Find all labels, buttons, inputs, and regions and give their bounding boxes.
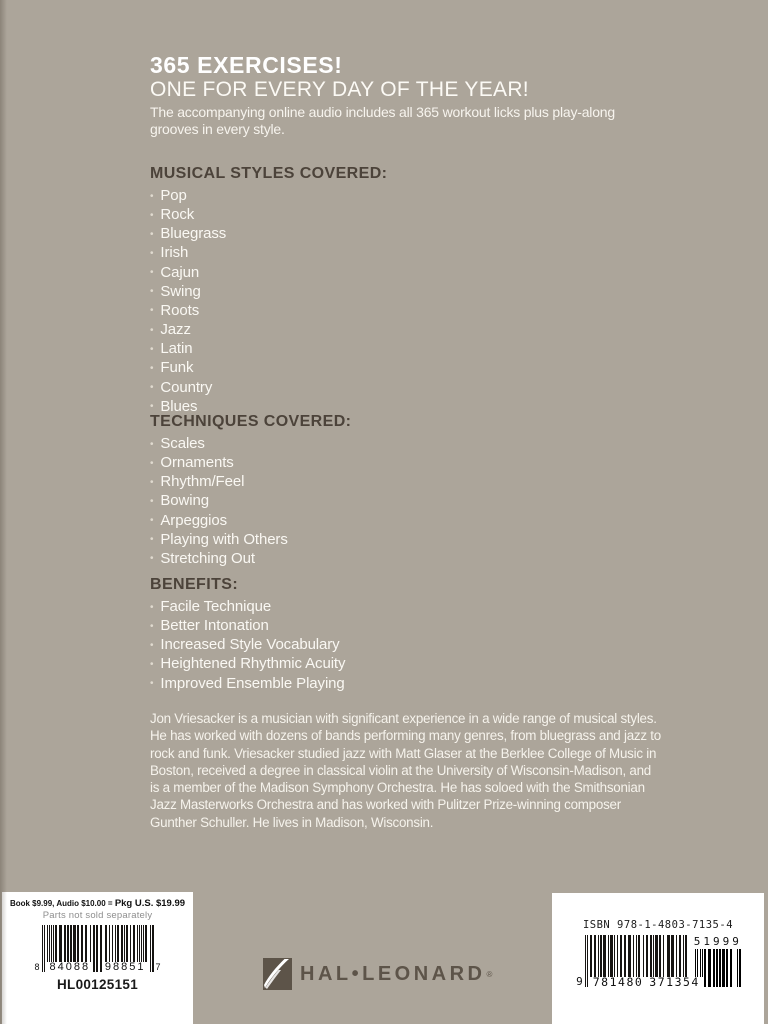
list-item: • Jazz bbox=[150, 321, 387, 340]
upc-lead-digit: 8 bbox=[34, 962, 40, 972]
list-item: • Roots bbox=[150, 302, 387, 321]
parts-note: Parts not sold separately bbox=[42, 910, 153, 921]
list-item: • Playing with Others bbox=[150, 531, 351, 550]
price-breakdown: Book $9.99, Audio $10.00 = bbox=[9, 899, 113, 908]
upc-barcode bbox=[2, 925, 193, 972]
section-heading: BENEFITS: bbox=[150, 576, 239, 593]
upc-digit-group: 98851 bbox=[102, 962, 149, 973]
upc-digit-group: 84088 bbox=[47, 962, 94, 973]
list-item: • Bowing bbox=[150, 492, 351, 511]
isbn-text: ISBN 978-1-4803-7135-4 bbox=[582, 919, 734, 931]
hal-leonard-logo-icon bbox=[263, 958, 292, 990]
list-item: • Improved Ensemble Playing bbox=[150, 675, 345, 694]
price-text bbox=[2, 898, 193, 909]
ean-barcode bbox=[574, 935, 700, 989]
benefits-list bbox=[150, 598, 345, 694]
catalog-number: HL00125151 bbox=[56, 977, 139, 992]
price-code: 51999 bbox=[693, 935, 742, 948]
ean-bars bbox=[585, 935, 700, 989]
ean-digit-group: 781480 bbox=[590, 977, 647, 988]
musical-styles-list bbox=[150, 187, 387, 417]
ean-lead-digit: 9 bbox=[576, 975, 583, 988]
list-item: • Facile Technique bbox=[150, 598, 345, 617]
registered-mark: ® bbox=[486, 969, 493, 979]
list-item: • Ornaments bbox=[150, 454, 351, 473]
list-item: • Better Intonation bbox=[150, 617, 345, 636]
publisher-name: HAL•LEONARD bbox=[300, 963, 486, 985]
section-benefits bbox=[150, 575, 345, 694]
section-musical-styles bbox=[150, 164, 387, 417]
ean-digit-group: 371354 bbox=[646, 977, 703, 988]
page-subtitle: ONE FOR EVERY DAY OF THE YEAR! bbox=[150, 78, 529, 101]
list-item: • Swing bbox=[150, 283, 387, 302]
list-item: • Heightened Rhythmic Acuity bbox=[150, 655, 345, 674]
list-item: • Funk bbox=[150, 359, 387, 378]
list-item: • Rock bbox=[150, 206, 387, 225]
list-item: • Bluegrass bbox=[150, 225, 387, 244]
list-item: • Increased Style Vocabulary bbox=[150, 636, 345, 655]
list-item: • Rhythm/Feel bbox=[150, 473, 351, 492]
isbn-barcode-panel bbox=[552, 893, 764, 1024]
upc-bars bbox=[42, 925, 154, 972]
package-price: Pkg U.S. $19.99 bbox=[114, 898, 186, 909]
list-item: • Blues bbox=[150, 398, 387, 417]
page-title: 365 EXERCISES! bbox=[150, 52, 343, 78]
list-item: • Arpeggios bbox=[150, 512, 351, 531]
intro-text: The accompanying online audio includes all 365 workout licks plus play-along grooves in every style. bbox=[150, 104, 615, 138]
hal-leonard-logo bbox=[263, 956, 492, 992]
list-item: • Stretching Out bbox=[150, 550, 351, 569]
list-item: • Pop bbox=[150, 187, 387, 206]
list-item: • Latin bbox=[150, 340, 387, 359]
list-item: • Irish bbox=[150, 244, 387, 263]
section-techniques bbox=[150, 412, 351, 569]
price-barcode-panel bbox=[2, 892, 193, 1024]
section-heading: MUSICAL STYLES COVERED: bbox=[150, 165, 388, 182]
list-item: • Country bbox=[150, 379, 387, 398]
upc-trail-digit: 7 bbox=[155, 962, 161, 972]
techniques-list bbox=[150, 435, 351, 569]
list-item: • Cajun bbox=[150, 264, 387, 283]
section-heading: TECHNIQUES COVERED: bbox=[150, 413, 352, 430]
author-bio: Jon Vriesacker is a musician with significant experience in a wide range of musical styles. He has worked with dozens of bands performing many genres, from bluegrass and jazz to rock and funk. Vriesacker studied jazz with Matt Glaser at the Berklee College of Music in Boston, received a degree in classical violin at the University of Wisconsin-Madison, and is a member of the Madison Symphony Orchestra. He has soloed with the Smithsonian Jazz Masterworks Orchestra and has worked with Pulitzer Prize-winning composer Gunther Schuller. He lives in Madison, Wisconsin. bbox=[150, 711, 661, 830]
list-item: • Scales bbox=[150, 435, 351, 454]
